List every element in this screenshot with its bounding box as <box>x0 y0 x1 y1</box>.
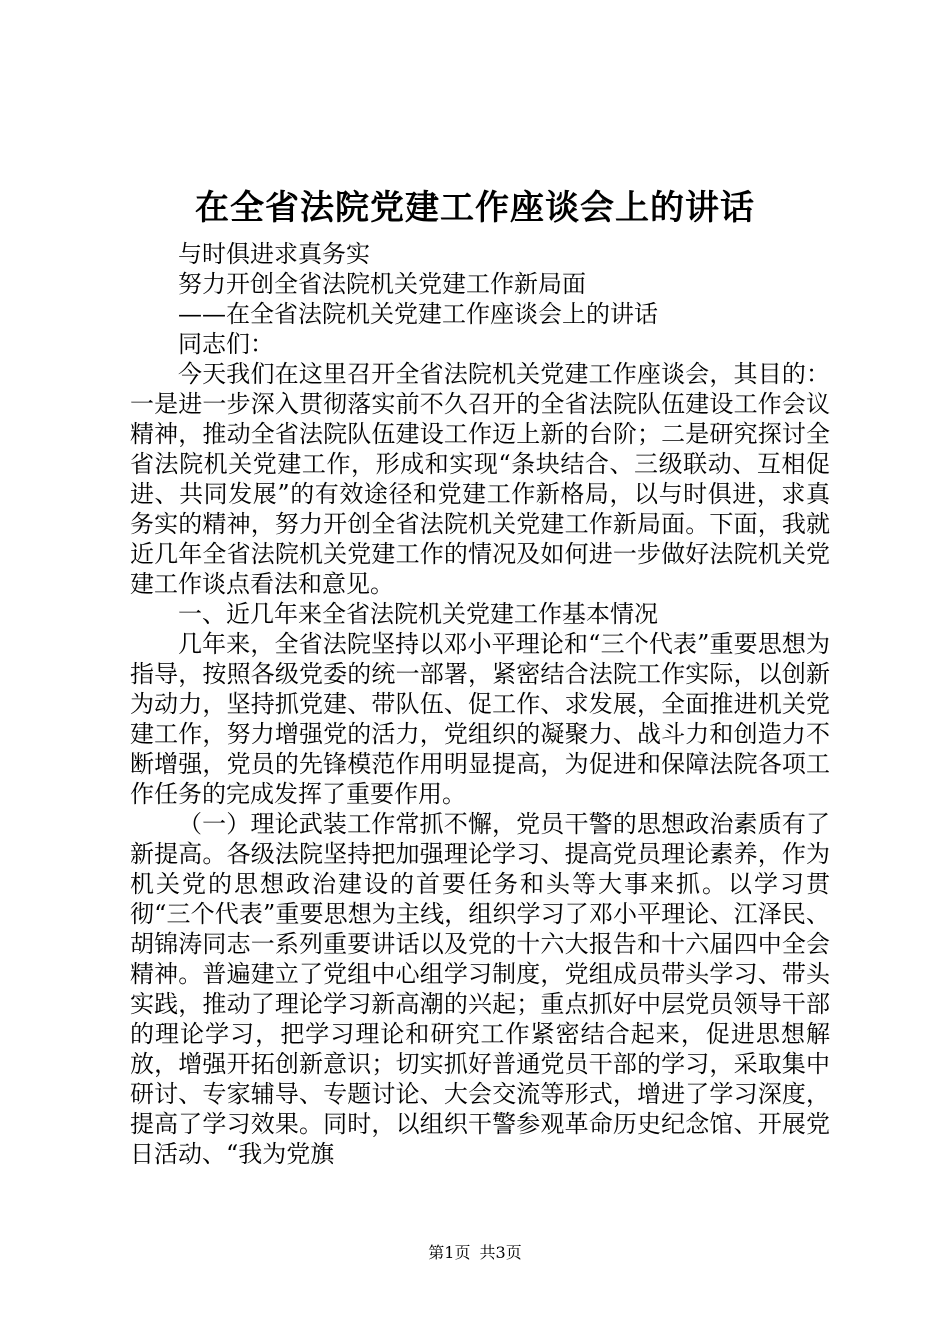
paragraph-intro: 今天我们在这里召开全省法院机关党建工作座谈会，其目的：一是进一步深入贯彻落实前不久召开的全省法院队伍建设工作会议精神，推动全省法院队伍建设工作迈上新的台阶；二是研究探讨全省法院机关党建工作，形成和实现“条块结合、三级联动、互相促进、共同发展”的有效途径和党建工作新格局，以与时俱进，求真务实的精神，努力开创全省法院机关党建工作新局面。下面，我就近几年全省法院机关党建工作的情况及如何进一步做好法院机关党建工作谈点看法和意见。 <box>130 360 830 598</box>
paragraph-overview: 几年来，全省法院坚持以邓小平理论和“三个代表”重要思想为指导，按照各级党委的统一部署，紧密结合法院工作实际，以创新为动力，坚持抓党建、带队伍、促工作、求发展，全面推进机关党建工作，努力增强党的活力，党组织的凝聚力、战斗力和创造力不断增强，党员的先锋模范作用明显提高，为促进和保障法院各项工作任务的完成发挥了重要作用。 <box>130 630 830 808</box>
page-total: 共3页 <box>479 1243 522 1262</box>
subtitle-line-1: 与时俱进求真务实 <box>178 240 370 268</box>
salutation: 同志们： <box>178 330 274 358</box>
page-footer <box>0 1243 950 1263</box>
subtitle-line-2: 努力开创全省法院机关党建工作新局面 <box>178 270 586 298</box>
subtitle-line-3: ——在全省法院机关党建工作座谈会上的讲话 <box>178 300 658 328</box>
page-number: 第1页 <box>428 1243 471 1262</box>
document-body <box>130 239 830 1169</box>
document-title: 在全省法院党建工作座谈会上的讲话 <box>195 188 755 228</box>
section-heading-1: 一、近几年来全省法院机关党建工作基本情况 <box>178 600 658 628</box>
paragraph-subsection-1: （一）理论武装工作常抓不懈，党员干警的思想政治素质有了新提高。各级法院坚持把加强理论学习、提高党员理论素养，作为机关党的思想政治建设的首要任务和头等大事来抓。以学习贯彻“三个代表”重要思想为主线，组织学习了邓小平理论、江泽民、胡锦涛同志一系列重要讲话以及党的十六大报告和十六届四中全会精神。普遍建立了党组中心组学习制度，党组成员带头学习、带头实践，推动了理论学习新高潮的兴起；重点抓好中层党员领导干部的理论学习，把学习理论和研究工作紧密结合起来，促进思想解放，增强开拓创新意识；切实抓好普通党员干部的学习，采取集中研讨、专家辅导、专题讨论、大会交流等形式，增进了学习深度，提高了学习效果。同时，以组织干警参观革命历史纪念馆、开展党日活动、“我为党旗 <box>130 810 830 1168</box>
